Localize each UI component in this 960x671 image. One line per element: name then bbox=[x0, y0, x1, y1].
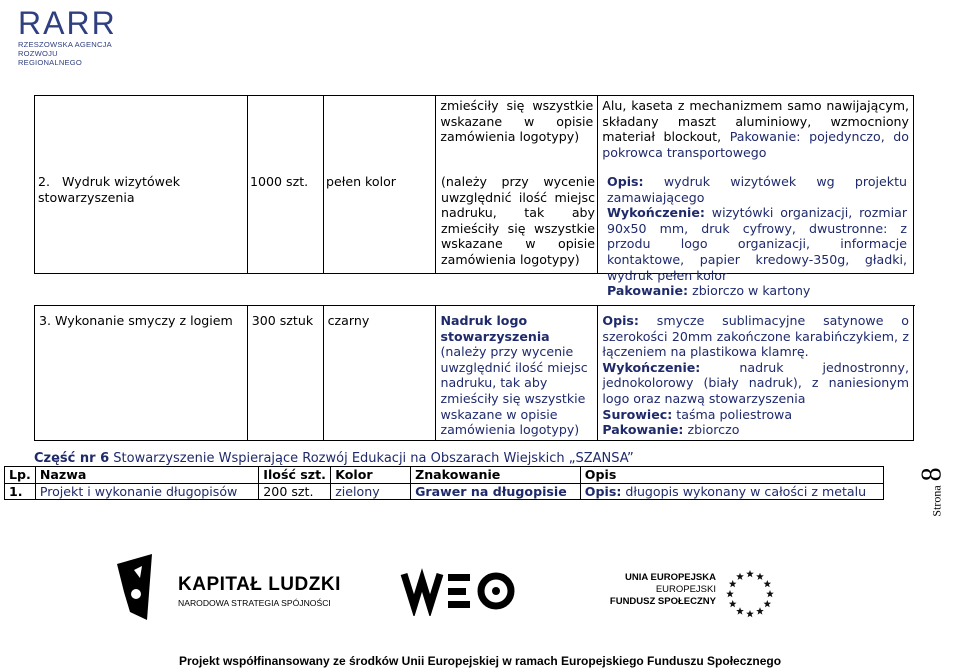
row3-description bbox=[598, 306, 914, 440]
row2-name bbox=[38, 174, 238, 205]
page-number-value: 8 bbox=[916, 467, 948, 482]
cell-marking: Grawer na długopisie bbox=[411, 483, 581, 500]
row3-pack-label: Pakowanie: bbox=[602, 422, 684, 438]
packing-value: pojedynczo, do pokrowca transportowego bbox=[602, 129, 909, 160]
items-table-row3 bbox=[34, 306, 914, 441]
cell-qty: 200 szt. bbox=[259, 483, 331, 500]
eu-star bbox=[746, 610, 754, 617]
row3-qty: 300 sztuk bbox=[247, 306, 323, 440]
page-label: Strona bbox=[929, 485, 944, 517]
part-title bbox=[34, 451, 634, 466]
row3-opis-label: Opis: bbox=[602, 313, 639, 328]
part-title-text: Stowarzyszenie Wspierające Rozwój Edukacji na Obszarach Wiejskich „SZANSA” bbox=[109, 451, 634, 466]
table-header-row bbox=[5, 467, 884, 484]
eu-star bbox=[764, 580, 772, 587]
eu-star bbox=[766, 590, 774, 597]
cell-color: zielony bbox=[331, 483, 411, 500]
cell-opis-value: długopis wykonany w całości z metalu bbox=[621, 483, 867, 499]
eu-flag-stars-icon bbox=[722, 566, 778, 622]
eu-star bbox=[729, 580, 737, 587]
rarr-logo-subtitle-1: RZESZOWSKA AGENCJA bbox=[18, 40, 112, 49]
row3-name bbox=[35, 306, 248, 440]
row2-pack-value: zbiorczo w kartony bbox=[688, 283, 811, 299]
row2-name-text: Wydruk wizytówek stowarzyszenia bbox=[38, 174, 181, 205]
row2-qty: 1000 szt. bbox=[250, 174, 309, 189]
eu-star bbox=[736, 573, 744, 580]
page-number bbox=[918, 462, 958, 522]
row3-sur-value: taśma poliestrowa bbox=[672, 406, 793, 422]
rarr-logo-word: RARR bbox=[18, 5, 117, 41]
marking-text: zmieściły się wszystkie wskazane w opisie zamówienia logotypy) bbox=[440, 98, 594, 145]
row3-pack-value: zbiorczo bbox=[683, 422, 740, 438]
rarr-logo-subtitle-2: ROZWOJU REGIONALNEGO bbox=[18, 49, 83, 67]
eu-star bbox=[746, 570, 754, 577]
kl-subtitle: NARODOWA STRATEGIA SPÓJNOŚCI bbox=[178, 598, 331, 608]
cell-lp: 1. bbox=[5, 483, 36, 500]
row2-marking: (należy przy wycenie uwzględnić ilość miejsc nadruku, tak aby zmieściły się wszystkie wskazane w opisie zamówienia logotypy) bbox=[441, 174, 595, 267]
row2-wyk-value: wizytówki organizacji, rozmiar 90x50 mm, druk cyfrowy, dwustronne: z przodu logo organizacji, informacje kontaktowe, papier kredowy-350g, gładki, wydruk pełen kolor bbox=[607, 205, 907, 283]
rarr-logo bbox=[18, 5, 117, 67]
row2-lp: 2. bbox=[38, 174, 51, 189]
cell-name: Projekt i wykonanie długopisów bbox=[35, 483, 258, 500]
part6-table bbox=[4, 466, 884, 500]
neo-logo-icon bbox=[400, 566, 520, 616]
header-name: Nazwa bbox=[35, 467, 258, 484]
kapital-ludzki-emblem-icon bbox=[112, 552, 162, 622]
row3-wyk-value: nadruk jednostronny, jednokolorowy (biały nadruk), z naniesionym logo oraz nazwą stowarzyszenia bbox=[602, 359, 909, 406]
header-qty: Ilość szt. bbox=[259, 467, 331, 484]
row3-color: czarny bbox=[323, 306, 436, 440]
row3-marking-bold: Nadruk logo stowarzyszenia bbox=[440, 313, 550, 344]
eu-text bbox=[610, 572, 716, 608]
header-marking: Znakowanie bbox=[411, 467, 581, 484]
packing-label: Pakowanie: bbox=[729, 129, 801, 145]
part-prefix: Część nr 6 bbox=[34, 451, 110, 466]
kl-title: KAPITAŁ LUDZKI bbox=[178, 574, 341, 595]
kapital-ludzki-logo bbox=[112, 552, 342, 624]
row2-pack-label: Pakowanie: bbox=[607, 283, 689, 299]
footer-text: Projekt współfinansowany ze środków Unii Europejskiej w ramach Europejskiego Funduszu Społecznego bbox=[178, 654, 782, 668]
description-text: Alu, kaseta z mechanizmem samo nawijającym, składany maszt aluminiowy, wzmocniony materiał blockout, bbox=[602, 98, 909, 145]
row3-name-text: Wykonanie smyczy z logiem bbox=[55, 313, 233, 328]
eu-line-1: UNIA EUROPEJSKA bbox=[625, 572, 716, 583]
row2-opis-label: Opis: bbox=[607, 174, 644, 189]
eu-star bbox=[756, 607, 764, 614]
header-opis: Opis bbox=[580, 467, 883, 484]
cell-opis-label: Opis: bbox=[584, 483, 622, 499]
header-color: Kolor bbox=[331, 467, 411, 484]
eu-line-3: FUNDUSZ SPOŁECZNY bbox=[609, 596, 716, 607]
row3-lp: 3. bbox=[39, 313, 52, 328]
row2-opis-value: wydruk wizytówek wg projektu zamawiającego bbox=[607, 174, 907, 205]
eu-star bbox=[736, 607, 744, 614]
eu-line-2: EUROPEJSKI bbox=[655, 584, 716, 595]
table-row bbox=[35, 306, 914, 440]
row3-marking bbox=[436, 306, 598, 440]
row2-wyk-label: Wykończenie: bbox=[607, 205, 705, 221]
row3-marking-text: (należy przy wycenie uwzględnić ilość miejsc nadruku, tak aby zmieściły się wszystkie wskazane w opisie zamówienia logotypy) bbox=[440, 344, 588, 438]
eu-logo bbox=[608, 566, 778, 622]
row3-wyk-label: Wykończenie: bbox=[602, 359, 701, 375]
eu-star bbox=[756, 573, 764, 580]
row2-color: pełen kolor bbox=[326, 174, 396, 189]
eu-star bbox=[764, 600, 772, 607]
row3-sur-label: Surowiec: bbox=[602, 406, 673, 422]
eu-star bbox=[726, 590, 734, 597]
neo-logo bbox=[400, 566, 520, 616]
row3-opis-value: smycze sublimacyjne satynowe o szerokości 20mm zakończone karabińczykiem, z łączeniem na plastikowa klamrę. bbox=[602, 313, 909, 360]
row2-description bbox=[607, 174, 907, 299]
cell-opis bbox=[580, 483, 883, 500]
table-row bbox=[5, 483, 884, 500]
eu-star bbox=[729, 600, 737, 607]
header-lp: Lp. bbox=[5, 467, 36, 484]
